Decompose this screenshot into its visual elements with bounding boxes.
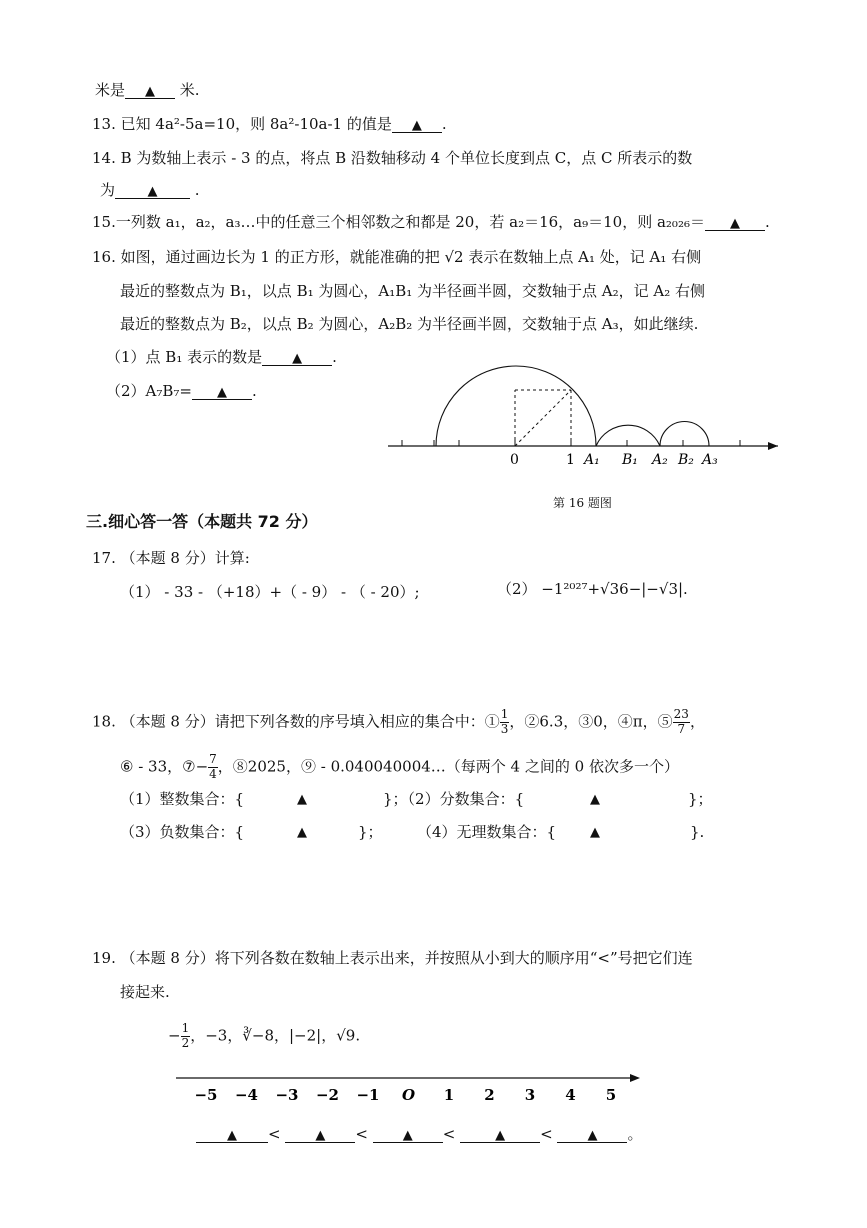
question-17: 17. （本题 8 分）计算: — [92, 549, 250, 567]
tick-label: 3 — [524, 1086, 536, 1104]
answer-blank[interactable]: ▲ — [705, 215, 765, 231]
tick-label: 4 — [565, 1086, 576, 1104]
question-16-sub1: （1）点 B₁ 表示的数是 ▲ . — [106, 348, 337, 366]
question-16: 16. 如图，通过画边长为 1 的正方形，就能准确的把 √2 表示在数轴上点 A₁ 处，记 A₁ 右侧 — [92, 248, 702, 266]
answer-blank[interactable]: ▲ — [262, 350, 332, 366]
question-14-line2: 为 ▲ . — [100, 181, 200, 199]
set-integers: （1）整数集合：{ — [120, 790, 245, 808]
tick-label: 5 — [605, 1086, 617, 1104]
answer-blank[interactable]: ▲ — [125, 83, 175, 99]
answer-mark[interactable]: ▲ — [590, 792, 600, 807]
set-fractions-end: }； — [688, 790, 713, 808]
set-negatives-end: }； — [358, 823, 383, 841]
question-13: 13. 已知 4a²-5a=10，则 8a²-10a-1 的值是 ▲ . — [92, 115, 447, 133]
question-19: 19. （本题 8 分）将下列各数在数轴上表示出来，并按照从小到大的顺序用“<”号把它们连 — [92, 949, 693, 967]
answer-blank[interactable]: ▲ — [192, 384, 252, 400]
answer-mark[interactable]: ▲ — [297, 825, 307, 840]
answer-blank[interactable]: ▲ — [557, 1127, 627, 1143]
medium-semicircle — [596, 425, 660, 446]
label-A2: A₂ — [652, 452, 668, 468]
answer-blank[interactable]: ▲ — [392, 117, 442, 133]
question-14: 14. B 为数轴上表示 - 3 的点，将点 B 沿数轴移动 4 个单位长度到点 C，点 C 所表示的数 — [92, 149, 693, 167]
answer-blank[interactable]: ▲ — [460, 1127, 540, 1143]
large-semicircle — [436, 366, 596, 446]
answer-mark[interactable]: ▲ — [297, 792, 307, 807]
section-3-heading: 三.细心答一答（本题共 72 分） — [86, 512, 318, 531]
question-18: 18. （本题 8 分）请把下列各数的序号填入相应的集合中：① $\frac{1}{3}$ ，②6.3，③0，④π，⑤ $\frac{23}{7}$ ， — [92, 707, 705, 736]
number-line-19 — [170, 1068, 645, 1108]
label-A3: A₃ — [702, 452, 718, 468]
label-B1: B₁ — [622, 452, 638, 468]
question-16-line2: 最近的整数点为 B₁，以点 B₁ 为圆心，A₁B₁ 为半径画半圆，交数轴于点 A₂，记 A₂ 右侧 — [120, 282, 706, 300]
question-19-numbers: − $\frac{1}{2}$ ，−3，∛−8，|−2|，√9. — [168, 1021, 361, 1050]
set-fractions: }；（2）分数集合：{ — [383, 790, 525, 808]
answer-blank[interactable]: ▲ — [196, 1127, 268, 1143]
question-17-part1: （1） - 33 - （+18）+（ - 9） - （ - 20）; — [120, 583, 420, 601]
question-18-line2: ⑥ - 33，⑦− $\frac{7}{4}$ ，⑧2025，⑨ - 0.040040004…（每两个 4 之间的 0 依次多一个） — [120, 752, 679, 781]
q12-tail: 米是 ▲ 米. — [95, 81, 200, 99]
question-15: 15.一列数 a₁，a₂，a₃…中的任意三个相邻数之和都是 20，若 a₂＝16，a₉＝10，则 a₂₀₂₆＝ ▲ . — [92, 213, 770, 231]
set-irrationals-end: }. — [690, 823, 705, 841]
tick-label: −3 — [275, 1086, 299, 1104]
tick-label: 1 — [443, 1086, 455, 1104]
figure-16-caption: 第 16 题图 — [553, 496, 612, 510]
tick-label: −1 — [356, 1086, 380, 1104]
answer-blank[interactable]: ▲ — [285, 1127, 355, 1143]
question-17-part2: （2） −1²⁰²⁷+√36−|−√3|. — [497, 580, 688, 598]
tick-label: −5 — [194, 1086, 218, 1104]
tick-label: O — [401, 1086, 416, 1104]
answer-row-19: ▲ < ▲ < ▲ < ▲ < ▲ 。 — [196, 1127, 642, 1143]
set-negatives: （3）负数集合：{ — [120, 823, 245, 841]
label-zero: 0 — [510, 452, 519, 468]
label-one: 1 — [566, 452, 575, 468]
answer-mark[interactable]: ▲ — [590, 825, 600, 840]
question-19-line2: 接起来. — [120, 983, 170, 1001]
question-16-sub2: （2）A₇B₇= ▲ . — [106, 382, 257, 400]
tick-label: −4 — [234, 1086, 259, 1104]
label-A1: A₁ — [584, 452, 600, 468]
unit-square — [515, 390, 571, 446]
question-16-line3: 最近的整数点为 B₂，以点 B₂ 为圆心，A₂B₂ 为半径画半圆，交数轴于点 A₃，如此继续. — [120, 315, 699, 333]
small-semicircle — [660, 422, 709, 447]
answer-blank[interactable]: ▲ — [373, 1127, 443, 1143]
answer-blank[interactable]: ▲ — [115, 183, 190, 199]
tick-label: −2 — [315, 1086, 340, 1104]
label-B2: B₂ — [678, 452, 694, 468]
tick-label: 2 — [484, 1086, 495, 1104]
figure-16 — [384, 360, 784, 470]
set-irrationals: （4）无理数集合：{ — [417, 823, 557, 841]
arrow-head — [768, 442, 778, 450]
